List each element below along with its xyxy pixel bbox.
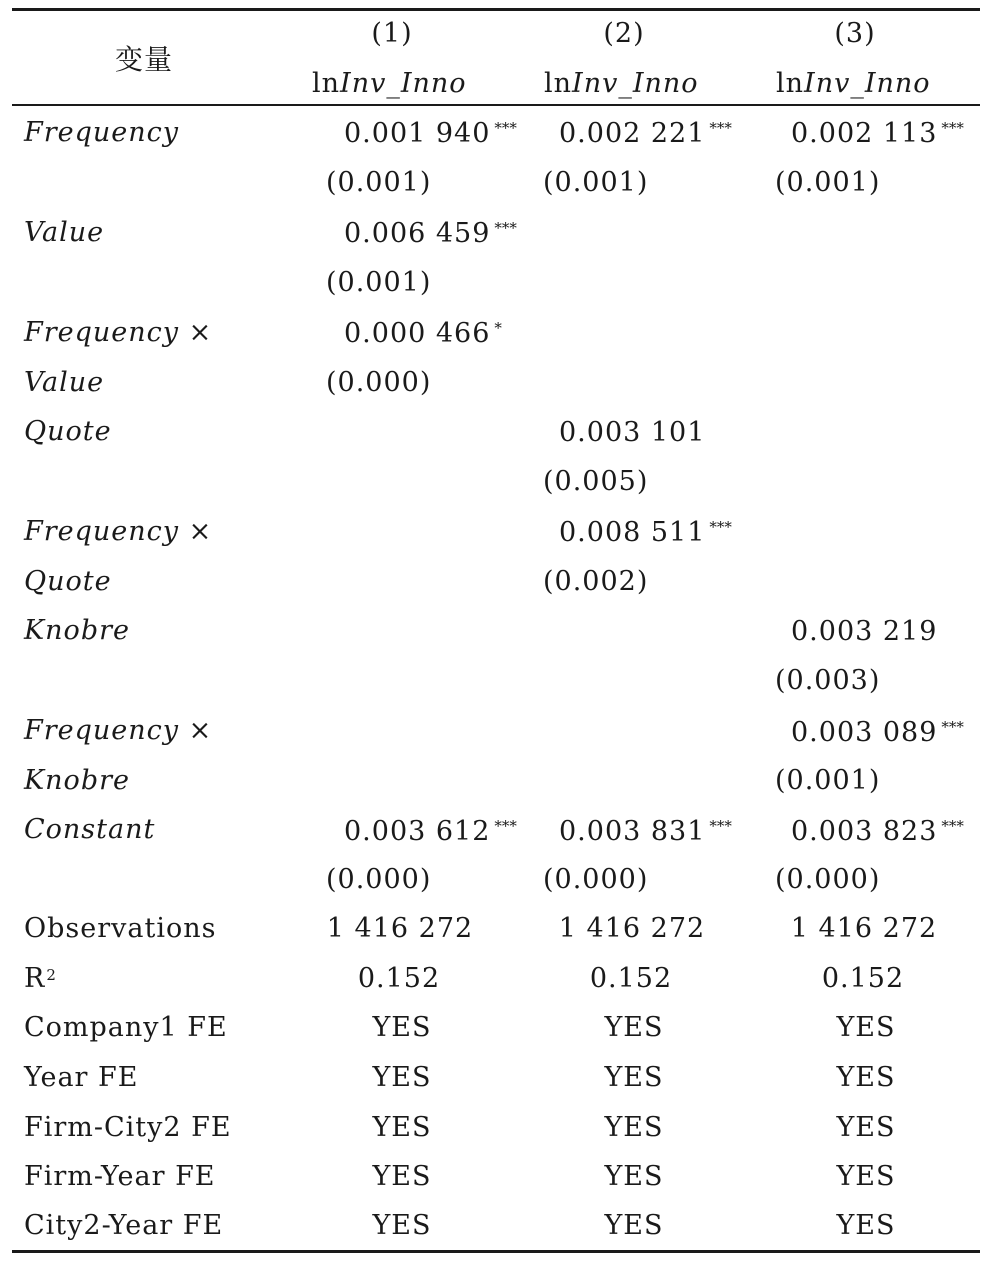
se-frequency-1: (0.001) xyxy=(326,167,432,198)
se-frequency-3: (0.001) xyxy=(775,167,881,198)
bottom-rule xyxy=(12,1250,980,1253)
firm-city2-fe-3: YES xyxy=(836,1112,896,1143)
row-label-city2-year-fe: City2-Year FE xyxy=(24,1210,224,1241)
row-label-r-squared: $R^2$ xyxy=(24,963,57,994)
variable-header: 变量 xyxy=(115,43,174,76)
se-constant-2: (0.000) xyxy=(543,864,649,895)
row-label-constant: Constant xyxy=(24,814,156,845)
se-freq-knobre-3: (0.001) xyxy=(775,765,881,796)
row-label-freq-knobre-b: Knobre xyxy=(24,765,130,796)
year-fe-2: YES xyxy=(604,1062,664,1093)
coef-freq-quote-2: 0.008 511 *** xyxy=(559,517,732,548)
row-label-freq-value-a: Frequency × xyxy=(24,317,213,348)
column-number-1: (1) xyxy=(371,18,413,49)
column-depvar-1: lnInv_Inno xyxy=(312,68,467,99)
observations-1: 1 416 272 xyxy=(326,913,474,944)
se-knobre-3: (0.003) xyxy=(775,665,881,696)
coef-freq-value-1: 0.000 466 * xyxy=(344,318,502,349)
row-label-year-fe: Year FE xyxy=(24,1062,139,1093)
year-fe-1: YES xyxy=(372,1062,432,1093)
row-label-freq-quote-a: Frequency × xyxy=(24,516,213,547)
city2-year-fe-1: YES xyxy=(372,1210,432,1241)
row-label-firm-year-fe: Firm-Year FE xyxy=(24,1161,216,1192)
company1-fe-1: YES xyxy=(372,1012,432,1043)
coef-frequency-2: 0.002 221 *** xyxy=(559,118,732,149)
row-label-knobre: Knobre xyxy=(24,615,130,646)
se-quote-2: (0.005) xyxy=(543,466,649,497)
company1-fe-3: YES xyxy=(836,1012,896,1043)
se-frequency-2: (0.001) xyxy=(543,167,649,198)
column-number-3: (3) xyxy=(834,18,876,49)
coef-quote-2: 0.003 101 xyxy=(559,417,706,448)
coef-frequency-1: 0.001 940 *** xyxy=(344,118,517,149)
column-number-2: (2) xyxy=(603,18,645,49)
row-label-frequency: Frequency xyxy=(24,117,180,148)
company1-fe-2: YES xyxy=(604,1012,664,1043)
firm-city2-fe-2: YES xyxy=(604,1112,664,1143)
se-constant-3: (0.000) xyxy=(775,864,881,895)
observations-3: 1 416 272 xyxy=(790,913,938,944)
row-label-freq-knobre-a: Frequency × xyxy=(24,715,213,746)
coef-value-1: 0.006 459 *** xyxy=(344,218,517,249)
coef-constant-3: 0.003 823 *** xyxy=(791,816,964,847)
observations-2: 1 416 272 xyxy=(558,913,706,944)
coef-constant-2: 0.003 831 *** xyxy=(559,816,732,847)
se-value-1: (0.001) xyxy=(326,267,432,298)
row-label-freq-value-b: Value xyxy=(24,367,105,398)
row-label-value: Value xyxy=(24,217,105,248)
row-label-firm-city2-fe: Firm-City2 FE xyxy=(24,1112,232,1143)
se-freq-quote-2: (0.002) xyxy=(543,566,649,597)
row-label-observations: Observations xyxy=(24,913,217,944)
r-squared-1: 0.152 xyxy=(357,963,441,994)
header-rule xyxy=(12,104,980,106)
firm-year-fe-3: YES xyxy=(836,1161,896,1192)
column-depvar-2: lnInv_Inno xyxy=(544,68,699,99)
se-freq-value-1: (0.000) xyxy=(326,367,432,398)
row-label-freq-quote-b: Quote xyxy=(24,566,112,597)
firm-year-fe-1: YES xyxy=(372,1161,432,1192)
coef-knobre-3: 0.003 219 xyxy=(791,616,938,647)
year-fe-3: YES xyxy=(836,1062,896,1093)
firm-city2-fe-1: YES xyxy=(372,1112,432,1143)
column-depvar-3: lnInv_Inno xyxy=(776,68,931,99)
r-squared-2: 0.152 xyxy=(589,963,673,994)
r-squared-3: 0.152 xyxy=(821,963,905,994)
se-constant-1: (0.000) xyxy=(326,864,432,895)
coef-frequency-3: 0.002 113 *** xyxy=(791,118,964,149)
coef-freq-knobre-3: 0.003 089 *** xyxy=(791,717,964,748)
row-label-quote: Quote xyxy=(24,416,112,447)
row-label-company1-fe: Company1 FE xyxy=(24,1012,228,1043)
top-rule xyxy=(12,8,980,11)
coef-constant-1: 0.003 612 *** xyxy=(344,816,517,847)
city2-year-fe-2: YES xyxy=(604,1210,664,1241)
city2-year-fe-3: YES xyxy=(836,1210,896,1241)
firm-year-fe-2: YES xyxy=(604,1161,664,1192)
